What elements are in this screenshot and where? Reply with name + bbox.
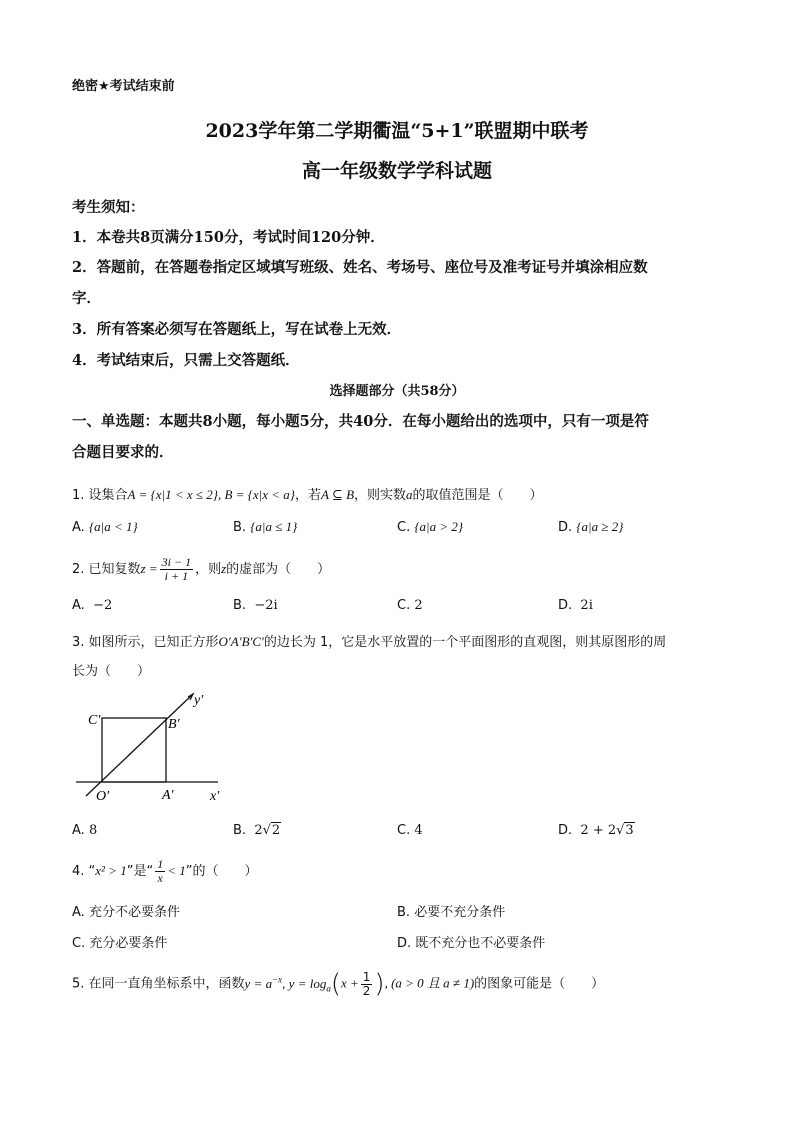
q3-option-b: B. 2√2 [233, 823, 281, 838]
q1-sets: A = {x|1 < x ≤ 2}, B = {x|x < a} [127, 487, 295, 502]
q4-option-d: D. 既不充分也不必要条件 [397, 936, 546, 951]
question-2-stem: 2. 已知复数z = $\frac{3i - 1}{i + 1}$ ，则z的虚部为（ ） [72, 555, 331, 583]
q2-option-d: D. 2i [558, 598, 593, 613]
question-3-stem-line1: 3. 如图所示，已知正方形O′A′B′C′的边长为 1，它是水平放置的一个平面图形的直观图，则其原图形的周 [72, 634, 667, 650]
label-b: B′ [168, 717, 180, 732]
q1-prefix: 1. 设集合 [72, 488, 128, 503]
q2-option-b: B. −2i [233, 598, 278, 613]
label-y: y′ [194, 693, 204, 708]
q1-mid2: ，则实数 [354, 488, 407, 503]
q4-option-a: A. 充分不必要条件 [72, 905, 180, 920]
q1-option-b: B. {a|a ≤ 1} [233, 519, 298, 535]
q3-option-d: D. 2 + 2√3 [558, 823, 634, 838]
q1-option-d: D. {a|a ≥ 2} [558, 519, 624, 535]
q1-mid: ，若 [294, 488, 321, 503]
q3-option-c: C. 4 [397, 823, 423, 838]
q1-option-c: C. {a|a > 2} [397, 519, 464, 535]
label-o: O′ [96, 789, 110, 804]
q4-option-b: B. 必要不充分条件 [397, 905, 506, 920]
question-4-stem: 4. “x² > 1”是“ $\frac{1}{x}$ < 1”的（ ） [72, 857, 258, 885]
label-x: x′ [210, 789, 220, 804]
notice-heading: 考生须知： [72, 199, 145, 216]
notice-item-3: 3．所有答案必须写在答题纸上，写在试卷上无效． [72, 321, 402, 338]
confidential-label: 绝密★考试结束前 [72, 79, 175, 94]
notice-item-2b: 字． [72, 290, 101, 307]
q1-suffix: 的取值范围是（ ） [412, 488, 543, 503]
q4-option-c: C. 充分必要条件 [72, 936, 168, 951]
q1-option-a: A. {a|a < 1} [72, 519, 138, 535]
question-3-stem-line2: 长为（ ） [72, 664, 151, 679]
label-a: A′ [162, 788, 174, 803]
q2-fraction: $\frac{3i - 1}{i + 1}$ [161, 555, 192, 583]
section-instruction-a: 一、单选题：本题共8小题，每小题5分，共40分．在每小题给出的选项中，只有一项是符 [72, 413, 649, 430]
label-c: C′ [88, 713, 101, 728]
exam-subtitle: 高一年级数学学科试题 [301, 160, 492, 182]
q3-figure [68, 688, 238, 808]
notice-item-1: 1．本卷共8页满分150分，考试时间120分钟． [72, 229, 385, 246]
q2-option-c: C. 2 [397, 598, 423, 613]
section-instruction-b: 合题目要求的． [72, 444, 174, 461]
q1-relation: A ⊆ B [320, 487, 355, 502]
question-5-stem: 5. 在同一直角坐标系中，函数$y = a^{-x}$, $y = \log_a(x$ + $\frac{1}{2}$ ), (a > 0 且 a ≠ 1)的图象可能是（ ） [72, 969, 605, 999]
notice-item-2a: 2．答题前，在答题卷指定区域填写班级、姓名、考场号、座位号及准考证号并填涂相应数 [72, 259, 648, 276]
q3-option-a: A. 8 [72, 823, 98, 838]
q2-option-a: A. −2 [72, 598, 113, 613]
q1-var: a [406, 487, 413, 502]
exam-title: 2023学年第二学期衢温“5+1”联盟期中联考 [205, 120, 589, 142]
section-title: 选择题部分（共58分） [329, 384, 465, 399]
notice-item-4: 4．考试结束后，只需上交答题纸． [72, 352, 300, 369]
question-1-stem [72, 484, 543, 503]
